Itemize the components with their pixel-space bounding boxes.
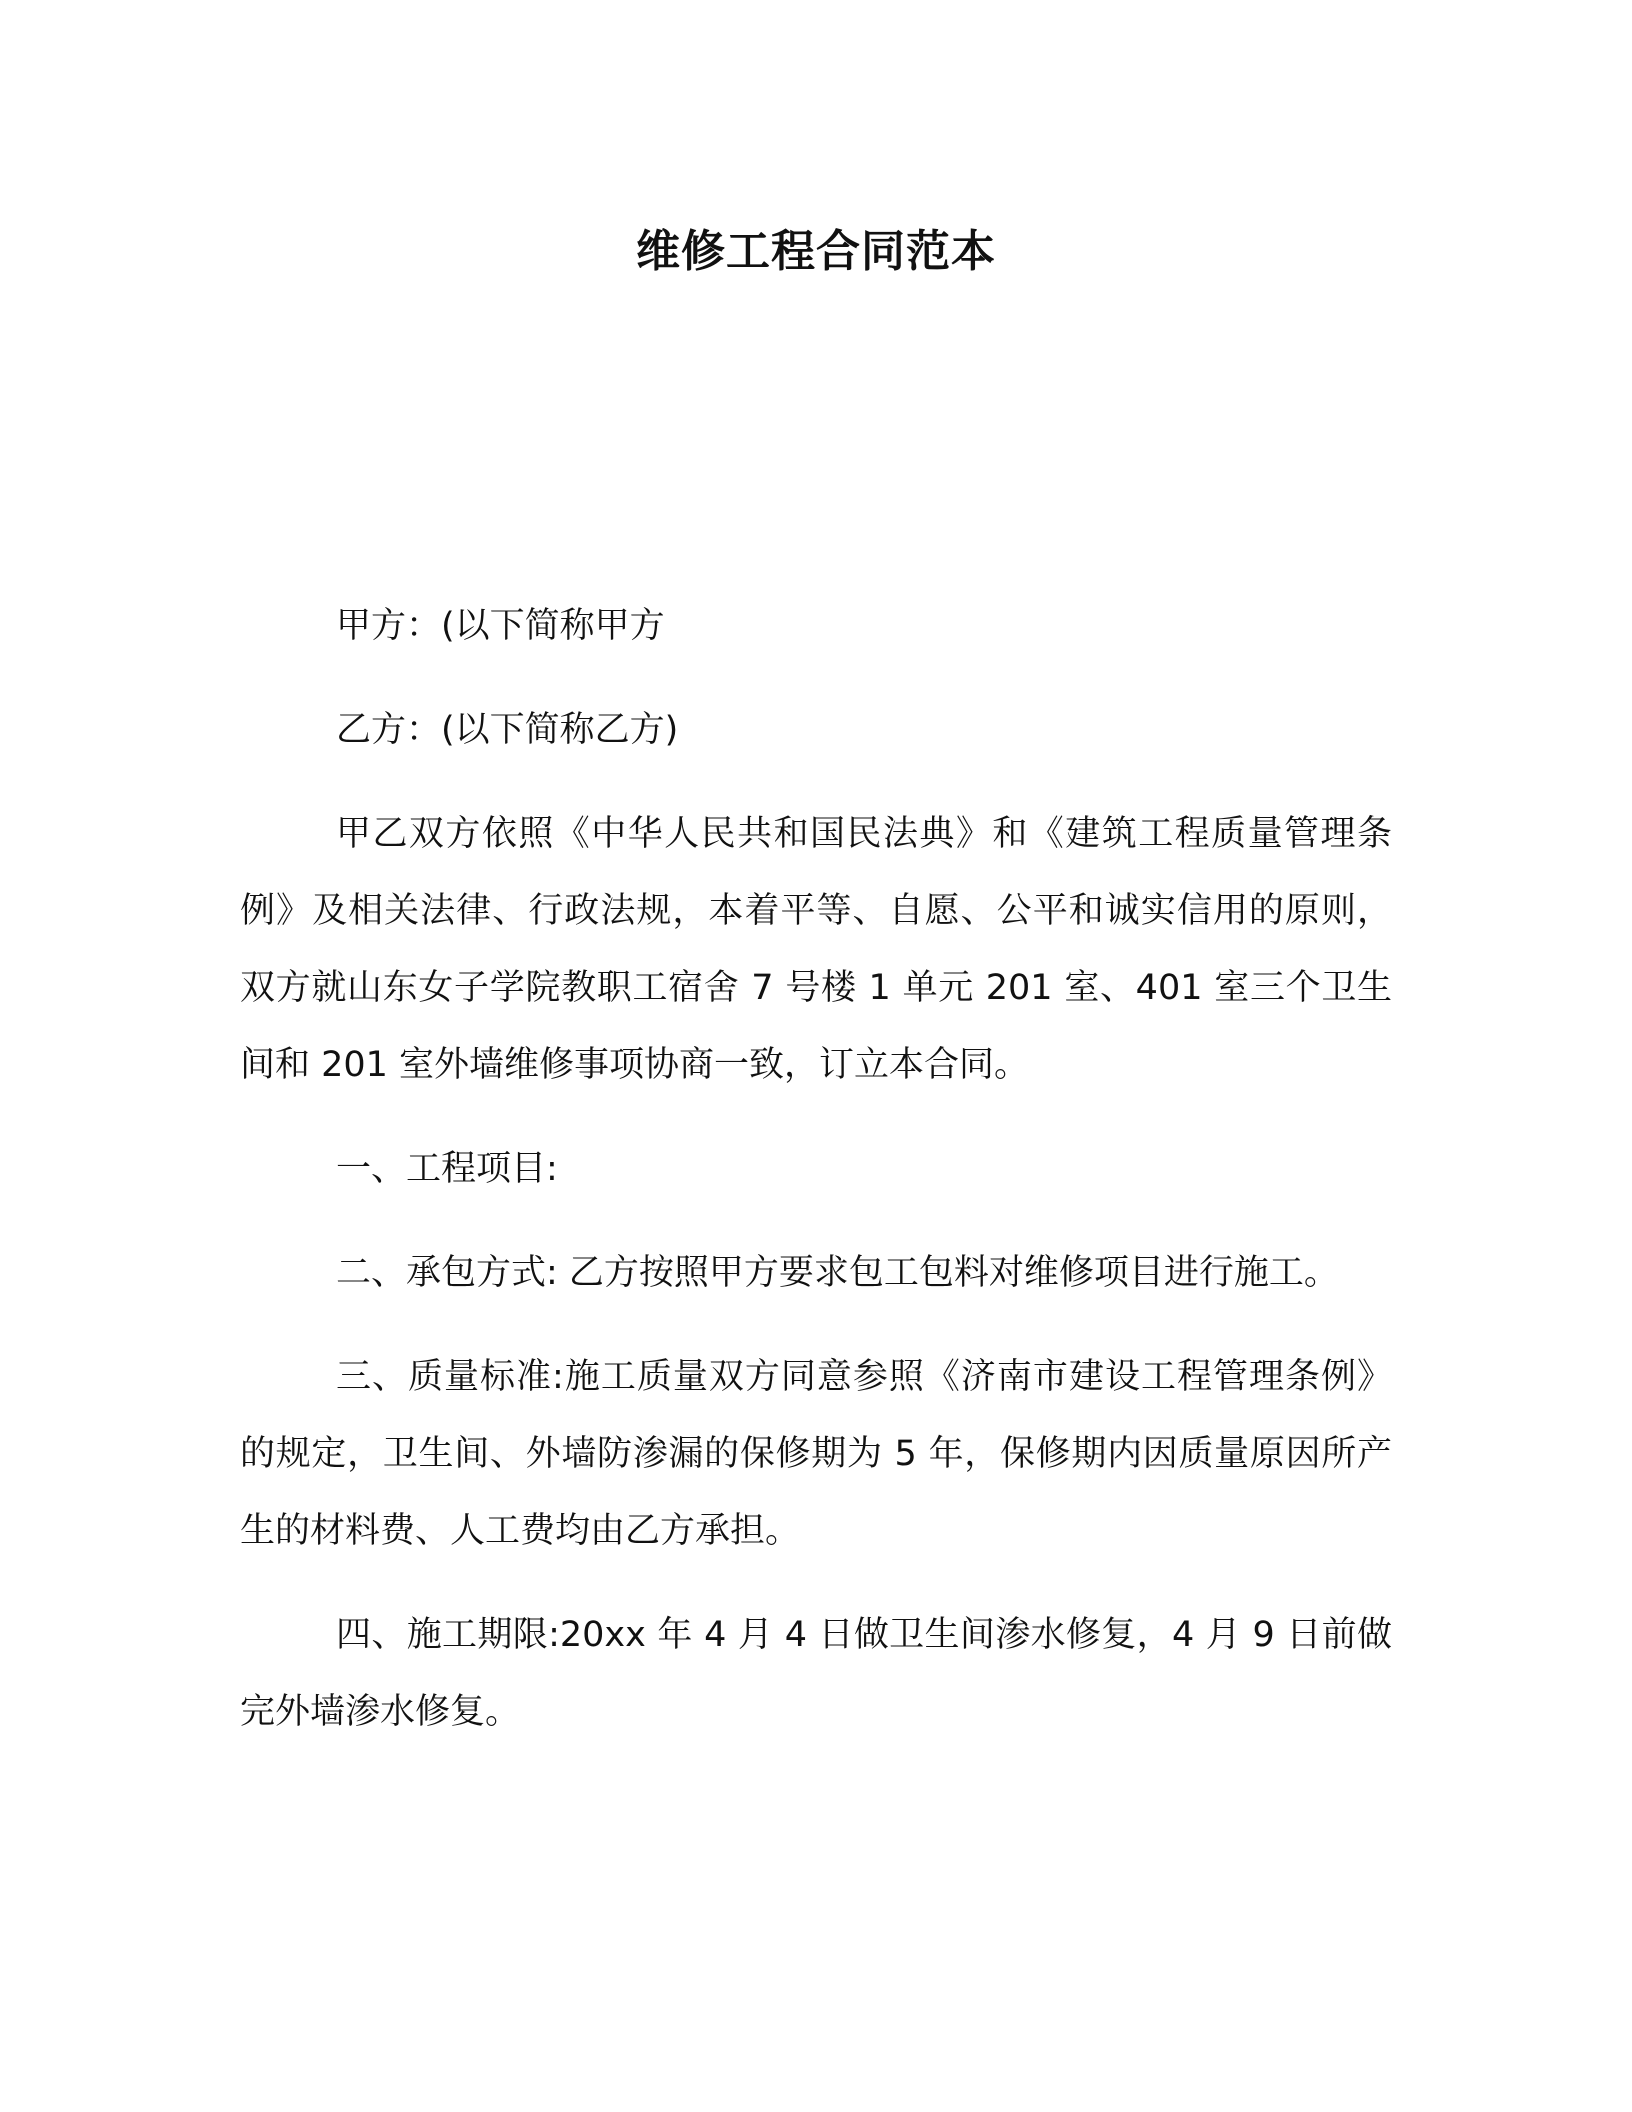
contract-body xyxy=(240,588,1392,1778)
preamble-paragraph: 甲乙双方依照《中华人民共和国民法典》和《建筑工程质量管理条例》及相关法律、行政法规，本着平等、自愿、公平和诚实信用的原则，双方就山东女子学院教职工宿舍 7 号楼 1 单元 201 室、401 室三个卫生间和 201 室外墙维修事项协商一致，订立本合同。 xyxy=(240,814,1392,1085)
party-b-line: 乙方：(以下简称乙方) xyxy=(336,710,679,750)
page-title: 维修工程合同范本 xyxy=(636,226,996,277)
clause-contract-method: 二、承包方式: 乙方按照甲方要求包工包料对维修项目进行施工。 xyxy=(336,1253,1339,1293)
clause-construction-period: 四、施工期限:20xx 年 4 月 4 日做卫生间渗水修复，4 月 9 日前做完外墙渗水修复。 xyxy=(240,1615,1392,1732)
party-a-line: 甲方：(以下简称甲方 xyxy=(336,606,665,646)
clause-quality-standard: 三、质量标准:施工质量双方同意参照《济南市建设工程管理条例》 的规定，卫生间、外墙防渗漏的保修期为 5 年，保修期内因质量原因所产生的材料费、人工费均由乙方承担。 xyxy=(240,1357,1392,1551)
clause-project: 一、工程项目: xyxy=(336,1149,558,1189)
